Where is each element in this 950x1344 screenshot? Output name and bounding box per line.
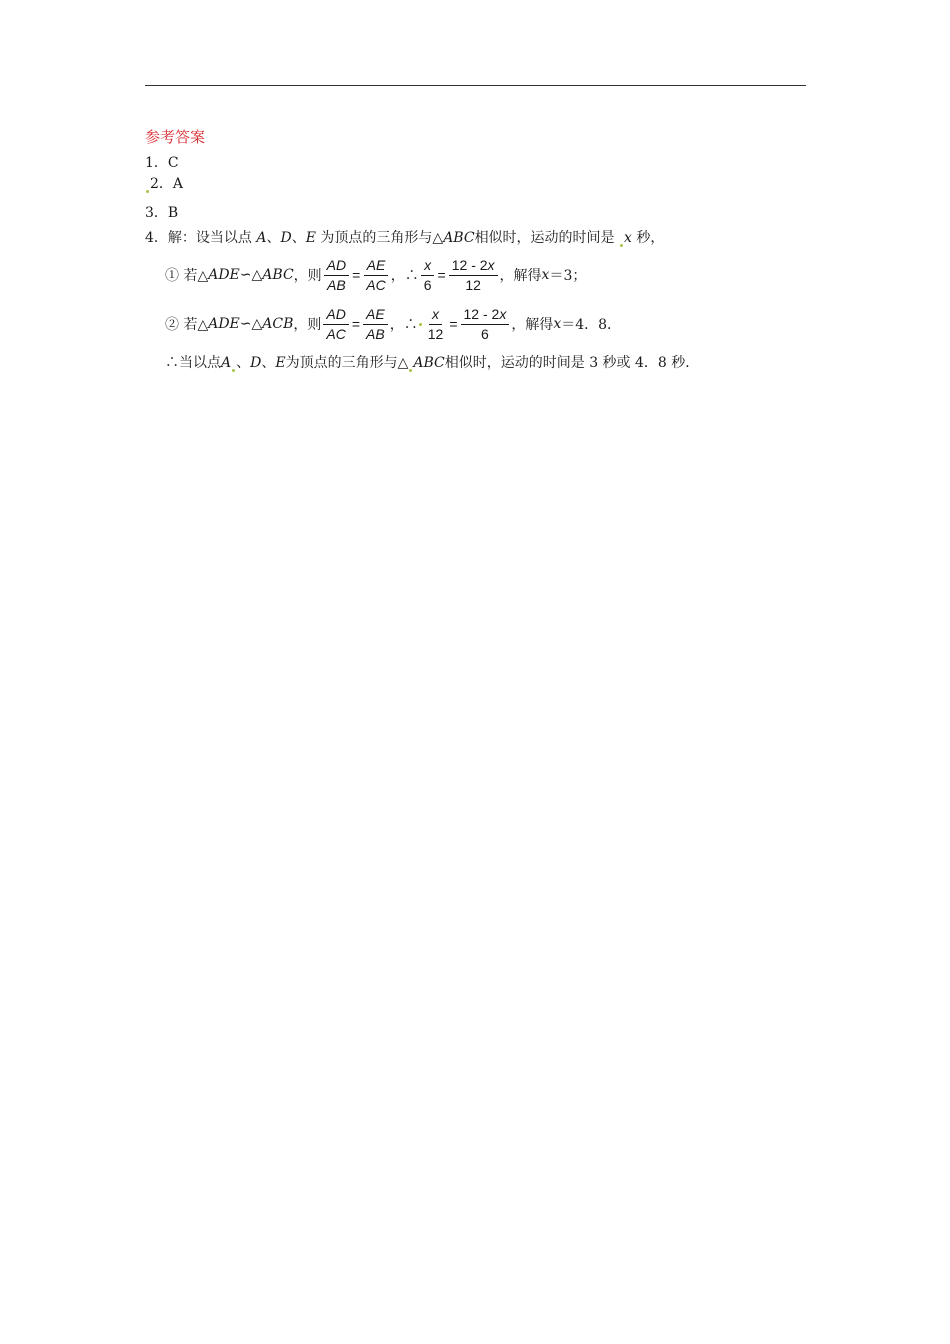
answer-heading: 参考答案: [145, 128, 206, 146]
separator: 、: [266, 230, 281, 246]
solve-result: ＝3；: [549, 268, 587, 284]
solve-text: ，解得: [499, 268, 542, 284]
variable-x: x: [541, 267, 550, 283]
fraction-12-minus-2x: [449, 256, 498, 295]
triangle-ade: ADE: [208, 316, 240, 332]
triangle-acb: ACB: [262, 316, 294, 332]
solution-text: 为顶点的三角形与△: [315, 230, 444, 246]
answer-number: 4．: [145, 230, 168, 246]
conclusion-text: ∴当以点: [165, 355, 221, 371]
fraction-12-minus-2x: [461, 305, 510, 344]
answer-1: [145, 154, 179, 172]
fraction-ad-ac: [323, 305, 348, 344]
case-text: ，则: [293, 268, 322, 284]
answer-2: [145, 175, 183, 193]
numerator-constant: 12 - 2: [463, 305, 500, 322]
therefore-text: ，∴: [389, 317, 418, 333]
triangle-abc: ABC: [413, 355, 445, 371]
fraction-denominator: AB: [366, 325, 385, 342]
fraction-ae-ab: [363, 305, 388, 344]
point-d: D: [280, 230, 292, 246]
case-lead: ① 若△: [165, 268, 209, 284]
numerator-constant: 12 - 2: [451, 256, 488, 273]
variable-x: x: [624, 230, 632, 246]
fraction-numerator: [449, 256, 498, 276]
point-e: E: [275, 355, 286, 371]
fraction-denominator: 12: [465, 276, 481, 293]
fraction-numerator: AD: [324, 256, 349, 276]
therefore-text: ，∴: [390, 268, 419, 284]
conclusion-text: 为顶点的三角形与△: [285, 355, 409, 371]
separator: 、: [236, 355, 251, 371]
fraction-numerator: AE: [363, 305, 388, 325]
numerator-variable: x: [487, 256, 495, 273]
triangle-abc: ABC: [262, 267, 294, 283]
numerator-variable: x: [499, 305, 507, 322]
fraction-x-12: [425, 305, 447, 344]
edit-marker: [419, 323, 422, 326]
fraction-ad-ab: [324, 256, 349, 295]
equals-sign: =: [437, 267, 446, 283]
case-text: ，则: [293, 317, 322, 333]
answer-value: B: [167, 205, 179, 221]
fraction-numerator: AD: [323, 305, 348, 325]
answer-value: A: [172, 176, 184, 192]
answer-4: [145, 229, 664, 247]
conclusion-text: 相似时，运动的时间是 3 秒或 4．8 秒．: [444, 355, 700, 371]
point-d: D: [250, 355, 262, 371]
solve-result: ＝4．8．: [561, 317, 622, 333]
separator: 、: [291, 230, 306, 246]
fraction-x-6: [421, 256, 435, 295]
answer-number: 3．: [145, 205, 168, 221]
answer-3: [145, 204, 178, 222]
case-2: [165, 301, 621, 347]
point-e: E: [305, 230, 316, 246]
fraction-denominator: AB: [327, 276, 346, 293]
answer-number: 2．: [150, 176, 173, 192]
answer-value: C: [167, 155, 179, 171]
variable-x: x: [553, 316, 562, 332]
equals-sign: =: [351, 316, 361, 332]
point-a: A: [221, 355, 232, 371]
fraction-denominator: 12: [427, 325, 444, 342]
solution-text: 相似时，运动的时间是: [474, 230, 620, 246]
solution-text: 秒，: [631, 230, 665, 246]
fraction-numerator: x: [421, 256, 434, 276]
triangle-ade: ADE: [208, 267, 240, 283]
equals-sign: =: [352, 267, 361, 283]
edit-marker: [232, 369, 235, 372]
solution-text: 解：设当以点: [167, 230, 257, 246]
similar-sign: ∽△: [239, 316, 263, 332]
fraction-denominator: 6: [481, 325, 489, 342]
edit-marker: [620, 244, 623, 247]
fraction-denominator: 6: [423, 276, 432, 293]
edit-marker: [146, 190, 149, 193]
equals-sign: =: [449, 316, 458, 332]
fraction-numerator: AE: [364, 256, 389, 276]
header-rule: [145, 85, 806, 86]
edit-marker: [409, 369, 412, 372]
answer-number: 1．: [145, 155, 168, 171]
separator: 、: [261, 355, 276, 371]
conclusion: [165, 354, 699, 372]
solve-text: ，解得: [511, 317, 554, 333]
case-1: [165, 252, 586, 298]
fraction-denominator: AC: [366, 276, 386, 293]
point-a: A: [256, 230, 267, 246]
fraction-ae-ac: [363, 256, 388, 295]
triangle-abc: ABC: [443, 230, 475, 246]
fraction-denominator: AC: [326, 325, 346, 342]
fraction-numerator: [461, 305, 510, 325]
case-lead: ② 若△: [165, 317, 209, 333]
similar-sign: ∽△: [239, 267, 263, 283]
fraction-numerator: x: [429, 305, 442, 325]
